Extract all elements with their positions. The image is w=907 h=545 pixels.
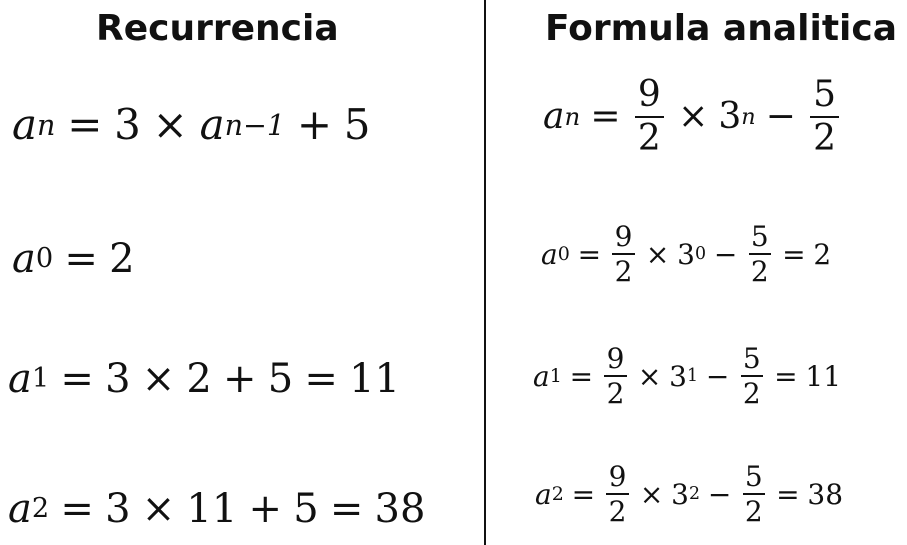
fraction-numerator: 5	[742, 342, 761, 375]
term-var: a	[12, 100, 38, 149]
times-sign: ×	[141, 486, 176, 532]
fraction-five-halves	[810, 76, 839, 158]
fraction-denominator: 2	[744, 494, 763, 528]
result: 11	[349, 356, 400, 402]
power-base: 3	[671, 477, 689, 511]
analytic-general-equation: a n = $\frac{9}{2}$ × 3 n − $\frac{5}{2}$	[543, 76, 843, 158]
fraction-nine-halves	[604, 344, 626, 408]
fraction-denominator: 2	[813, 118, 837, 160]
times-sign: ×	[639, 477, 664, 511]
fraction-numerator: 9	[614, 220, 633, 253]
equals-sign: =	[569, 359, 594, 393]
fraction-denominator: 2	[750, 254, 769, 288]
previous-value: 11	[186, 486, 238, 532]
fraction-denominator: 2	[606, 376, 625, 410]
result: 2	[813, 237, 832, 271]
equals-sign-result: =	[774, 359, 798, 393]
recurrence-general-equation: a n = 3 × a n−1 + 5	[12, 100, 371, 149]
equals-sign-result: =	[776, 477, 800, 511]
plus-sign: +	[296, 100, 333, 149]
result: 11	[805, 359, 842, 393]
recurrence-a2-equation: a 2 = 3 × 11 + 5 = 38	[8, 486, 426, 532]
prev-term-var: a	[199, 100, 225, 149]
fraction-five-halves	[743, 462, 765, 526]
times-sign: ×	[645, 237, 670, 271]
fraction-numerator: 5	[744, 460, 763, 493]
power-base: 3	[718, 96, 742, 138]
fraction-numerator: 9	[608, 460, 627, 493]
constant: 5	[343, 100, 371, 149]
fraction-denominator: 2	[608, 494, 627, 528]
analytic-a0-equation: a 0 = $\frac{9}{2}$ × 3 0 − $\frac{5}{2}$ = 2	[541, 220, 832, 288]
times-sign: ×	[141, 356, 176, 402]
term-var: a	[543, 96, 565, 138]
term-var: a	[8, 486, 32, 532]
equals-sign-result: =	[782, 237, 806, 271]
fraction-numerator: 5	[813, 74, 837, 115]
power-base: 3	[669, 359, 687, 393]
times-sign: ×	[152, 100, 188, 149]
term-var: a	[535, 477, 552, 511]
equals-sign-result: =	[329, 486, 364, 532]
recurrence-a1-equation: a 1 = 3 × 2 + 5 = 11	[8, 356, 400, 402]
plus-sign: +	[223, 356, 257, 402]
minus-sign: −	[713, 237, 738, 271]
fraction-nine-halves	[635, 76, 664, 158]
fraction-numerator: 9	[606, 342, 625, 375]
coefficient: 3	[105, 356, 131, 402]
fraction-five-halves	[741, 344, 763, 408]
equals-sign: =	[60, 356, 94, 402]
equals-sign: =	[577, 237, 602, 271]
fraction-denominator: 2	[637, 118, 661, 160]
coefficient: 3	[114, 100, 141, 149]
plus-sign: +	[248, 486, 283, 532]
fraction-numerator: 5	[750, 220, 769, 253]
analytic-a2-equation: a 2 = $\frac{9}{2}$ × 3 2 − $\frac{5}{2}$ = 38	[535, 460, 844, 528]
equals-sign: =	[64, 236, 98, 282]
fraction-denominator: 2	[742, 376, 761, 410]
equals-sign-result: =	[304, 356, 338, 402]
term-var: a	[541, 237, 558, 271]
header-formula-analitica: Formula analitica	[545, 8, 898, 49]
minus-sign: −	[707, 477, 732, 511]
header-recurrencia: Recurrencia	[96, 8, 339, 49]
fraction-nine-halves	[612, 222, 634, 286]
equals-sign: =	[590, 96, 621, 138]
equals-sign: =	[571, 477, 596, 511]
times-sign: ×	[637, 359, 662, 393]
constant: 5	[293, 486, 319, 532]
fraction-nine-halves	[606, 462, 628, 526]
equals-sign: =	[60, 486, 94, 532]
term-var: a	[533, 359, 550, 393]
minus-sign: −	[765, 96, 796, 138]
term-var: a	[12, 236, 36, 282]
constant: 5	[267, 356, 294, 402]
result: 38	[807, 477, 844, 511]
minus-sign: −	[705, 359, 730, 393]
coefficient: 3	[105, 486, 131, 532]
fraction-denominator: 2	[614, 254, 633, 288]
column-divider	[484, 0, 486, 545]
times-sign: ×	[678, 96, 709, 138]
result: 38	[374, 486, 426, 532]
equals-sign: =	[67, 100, 103, 149]
recurrence-a0-equation: a 0 = 2	[12, 236, 135, 282]
previous-value: 2	[186, 356, 212, 402]
analytic-a1-equation: a 1 = $\frac{9}{2}$ × 3 1 − $\frac{5}{2}$ = 11	[533, 342, 842, 410]
term-var: a	[8, 356, 32, 402]
fraction-five-halves	[749, 222, 771, 286]
fraction-numerator: 9	[637, 74, 661, 115]
power-base: 3	[677, 237, 695, 271]
value: 2	[109, 236, 135, 282]
